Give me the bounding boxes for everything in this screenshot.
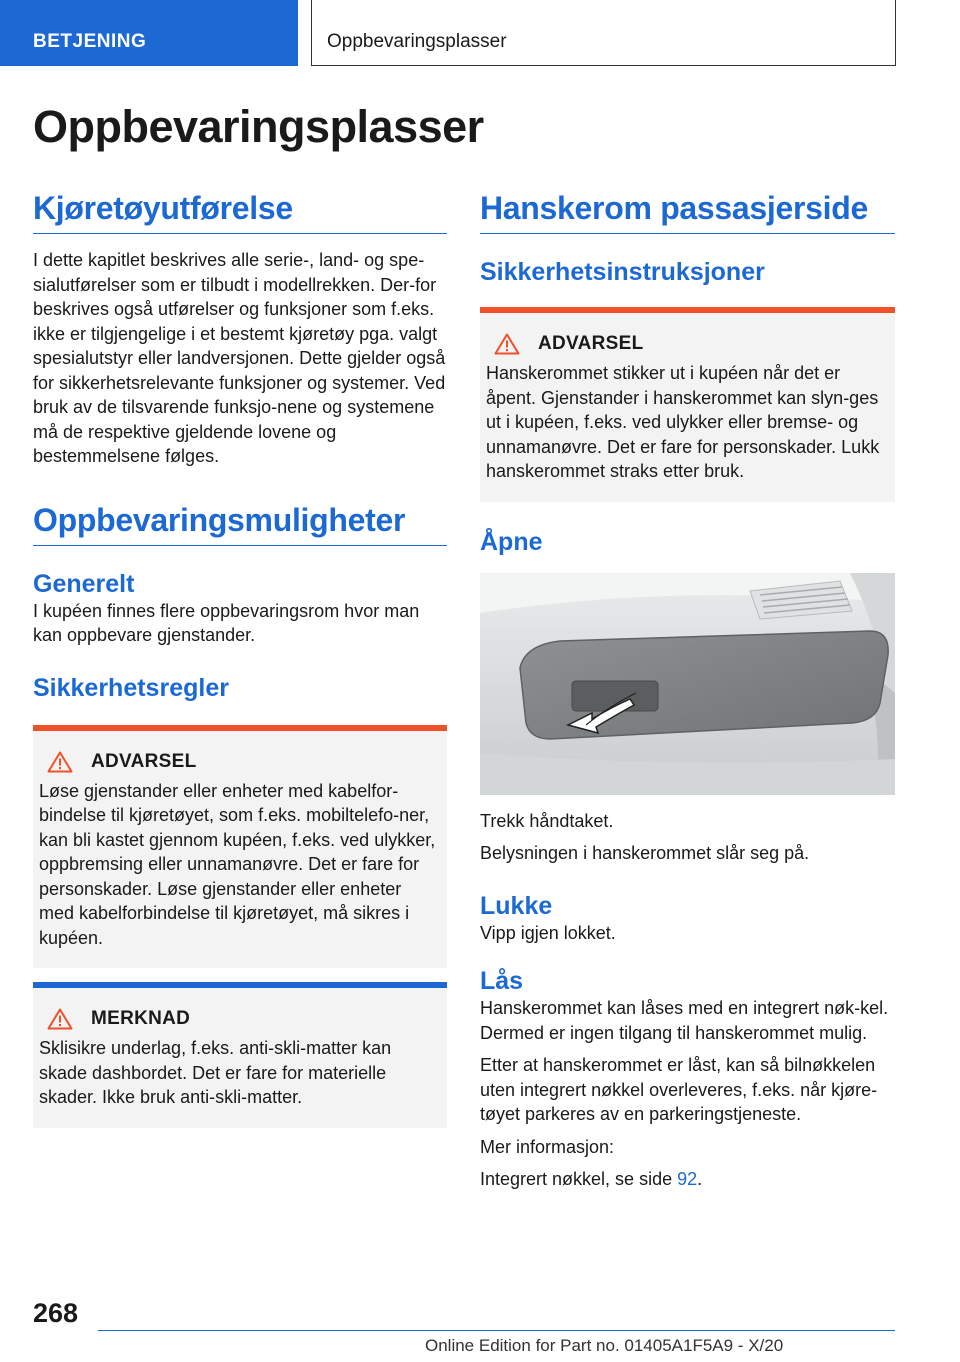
page-title: Oppbevaringsplasser bbox=[33, 101, 484, 152]
note-box-header bbox=[39, 1008, 441, 1030]
right-column bbox=[480, 190, 895, 1192]
page-number: 268 bbox=[33, 1298, 79, 1328]
warning-label: ADVARSEL bbox=[91, 750, 197, 772]
lock-heading: Lås bbox=[480, 967, 524, 995]
warning-triangle-icon bbox=[47, 1008, 73, 1030]
more-info-label: Mer informasjon: bbox=[480, 1136, 615, 1157]
open-step-2: Belysningen i hanskerommet slår seg på. bbox=[480, 843, 810, 863]
warning-triangle-icon bbox=[494, 333, 520, 355]
vehicle-version-text: I dette kapitlet beskrives alle serie-, land- og spe-sialutførelser som er tilbudt i modellrekken. Der-for beskrives også utførelser og funksjoner som f.eks. ikke er tilgjengelige i et bestemt kjøretøy pga. valgt spesialutstyr eller landversjonen. Dette gjelder også for sikkerhetsrelevante funksjoner og systemer. Ved bruk av de tilsvarende funksjo-nene og systemene må de respektive gjeldende lovene og bestemmelsene følges. bbox=[33, 250, 446, 466]
glovebox-warning-text: Hanskerommet stikker ut i kupéen når det er åpent. Gjenstander i hanskerommet kan slyn-ges ut i kupéen, f.eks. ved ulykker eller bremse- og unnamanøvre. Det er fare for personskader. Lukk hanskerommet straks etter bruk. bbox=[486, 363, 880, 481]
open-step-1: Trekk håndtaket. bbox=[480, 810, 614, 831]
note-text: Sklisikre underlag, f.eks. anti-skli-matter kan skade dashbordet. Det er fare for materielle skader. Ikke bruk anti-skli-matter. bbox=[39, 1038, 392, 1107]
page-reference-end: . bbox=[697, 1169, 703, 1189]
safety-rules-heading: Sikkerhetsregler bbox=[33, 673, 229, 702]
lock-text-2: Etter at hanskerommet er låst, kan så bilnøkkelen uten integrert nøkkel overleveres, f.eks. når kjøre-tøyet parkeres av en parkeringstjeneste. bbox=[480, 1055, 878, 1124]
glovebox-heading: Hanskerom passasjerside bbox=[480, 190, 895, 234]
warning-box bbox=[33, 725, 447, 969]
open-heading: Åpne bbox=[480, 527, 543, 556]
general-heading: Generelt bbox=[33, 569, 135, 598]
glovebox-warning-header bbox=[486, 333, 889, 355]
safety-instructions-heading: Sikkerhetsinstruksjoner bbox=[480, 258, 765, 286]
close-text: Vipp igjen lokket. bbox=[480, 922, 616, 943]
close-heading: Lukke bbox=[480, 891, 553, 920]
note-label: MERKNAD bbox=[91, 1008, 191, 1029]
warning-triangle-icon bbox=[47, 751, 73, 773]
header-chapter-tab: Oppbevaringsplasser bbox=[311, 0, 896, 66]
storage-options-heading: Oppbevaringsmuligheter bbox=[33, 502, 447, 546]
glovebox-warning-box bbox=[480, 307, 895, 502]
general-text: I kupéen finnes flere oppbevaringsrom hvor man kan oppbevare gjenstander. bbox=[33, 600, 420, 645]
warning-text: Løse gjenstander eller enheter med kabelfor-bindelse til kjøretøyet, som f.eks. mobiltelefo-ner, kan bli kastet gjennom kupéen, f.eks. ved ulykker, oppbremsing eller unnamanøvre. Det er fare for personskader. Løse gjenstander eller enheter med kabelforbindelse til kjøretøyet, må sikres i kupéen. bbox=[39, 780, 436, 948]
footer-edition: Online Edition for Part no. 01405A1F5A9 - X/20 bbox=[425, 1336, 784, 1355]
left-column bbox=[33, 190, 447, 1128]
header-section-tab: BETJENING bbox=[0, 0, 298, 66]
footer-divider bbox=[98, 1330, 895, 1331]
glovebox-photo bbox=[480, 573, 895, 795]
page-reference-text: Integrert nøkkel, se side bbox=[480, 1169, 678, 1189]
glovebox-warning-label: ADVARSEL bbox=[538, 333, 644, 354]
warning-box-header bbox=[39, 751, 441, 773]
vehicle-version-heading: Kjøretøyutførelse bbox=[33, 190, 447, 234]
note-box bbox=[33, 982, 447, 1128]
page-reference-link[interactable]: 92 bbox=[677, 1169, 698, 1189]
lock-text-1: Hanskerommet kan låses med en integrert nøk-kel. Dermed er ingen tilgang til hanskerommet mulig. bbox=[480, 998, 889, 1043]
page-reference bbox=[480, 1167, 895, 1192]
